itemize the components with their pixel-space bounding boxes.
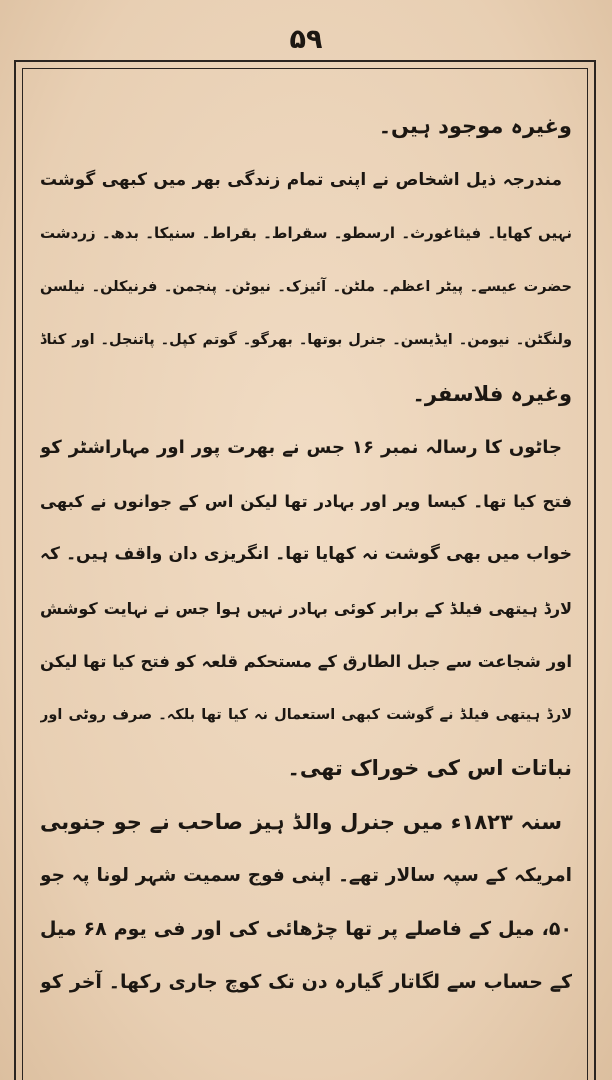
text-line: وغیرہ موجود ہیں۔ xyxy=(378,114,572,138)
text-line: نہیں کھایا۔ فیثاغورث۔ ارسطو۔ سقراط۔ بقراط۔ سنیکا۔ بدھ۔ زردشت xyxy=(40,224,572,242)
text-line: امریکہ کے سپہ سالار تھے۔ اپنی فوج سمیت شہر لونا پہ جو xyxy=(40,865,572,886)
text-line: اور شجاعت سے جبل الطارق کے مستحکم قلعہ کو فتح کیا تھا لیکن xyxy=(40,652,572,671)
text-line: ۵۰، میل کے فاصلے پر تھا چڑھائی کی اور فی یوم ۶۸ میل xyxy=(40,917,572,940)
text-line: مندرجہ ذیل اشخاص نے اپنی تمام زندگی بھر میں کبھی گوشت xyxy=(40,169,562,190)
text-line: نباتات اس کی خوراک تھی۔ xyxy=(287,756,572,780)
page-text xyxy=(40,100,572,1010)
text-line: خواب میں بھی گوشت نہ کھایا تھا۔ انگریزی دان واقف ہیں۔ کہ xyxy=(40,544,572,564)
text-line: لارڈ ہیتھی فیلڈ کے برابر کوئی بہادر نہیں ہوا جس نے نہایت کوشش xyxy=(40,598,572,618)
page-number: ۵۹ xyxy=(289,24,323,55)
text-line: کے حساب سے لگاتار گیارہ دن تک کوچ جاری رکھا۔ آخر کو xyxy=(40,971,572,993)
text-line: لارڈ ہیتھی فیلڈ نے گوشت کبھی استعمال نہ کیا تھا بلکہ۔ صرف روٹی اور xyxy=(40,706,572,723)
text-line: جاٹوں کا رسالہ نمبر ۱۶ جس نے بھرت پور اور مہاراشٹر کو xyxy=(40,437,563,458)
text-line: وغیرہ فلاسفر۔ xyxy=(412,381,572,406)
text-line: فتح کیا تھا۔ کیسا ویر اور بہادر تھا لیکن اس کے جوانوں نے کبھی xyxy=(40,491,572,511)
text-line: حضرت عیسے۔ پیٹر اعظم۔ ملٹن۔ آئیزک۔ نیوٹن۔ پنجمن۔ فرنیکلن۔ نیلسن xyxy=(40,278,572,295)
text-line: سنہ ۱۸۲۳ء میں جنرل والڈ ہیز صاحب نے جو جنوبی xyxy=(40,809,562,834)
text-line: ولنگٹن۔ نیومن۔ ایڈیسن۔ جنرل بوتھا۔ بھرگو۔ گوتم کپل۔ پاتنجل۔ اور کناڈ xyxy=(40,332,572,348)
